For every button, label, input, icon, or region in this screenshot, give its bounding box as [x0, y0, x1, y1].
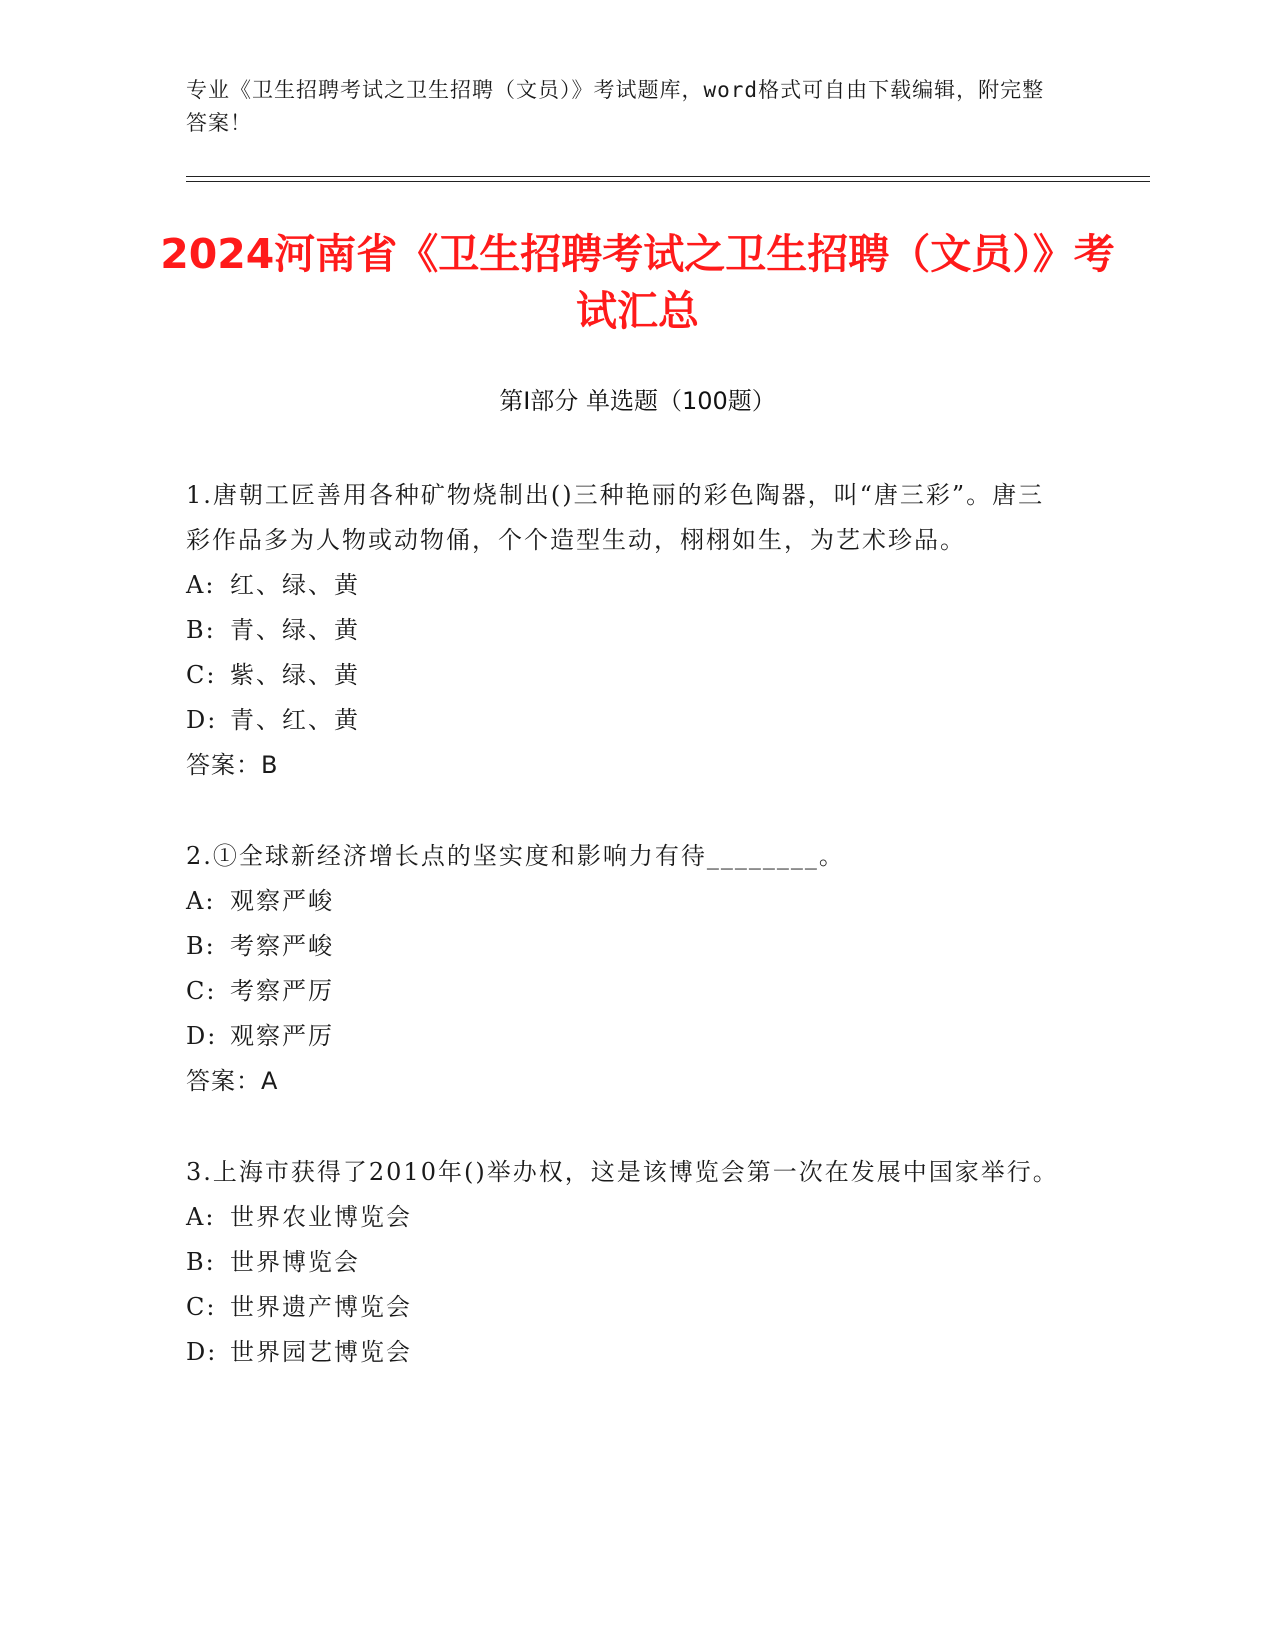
option-text: 世界遗产博览会: [230, 1293, 412, 1321]
option-b: [186, 924, 1066, 969]
header-divider-bottom: [186, 181, 1150, 182]
section-title: 第I部分 单选题（100题）: [499, 387, 776, 415]
option-b: [186, 1240, 1066, 1285]
question-stem: 3.上海市获得了2010年()举办权，这是该博览会第一次在发展中国家举行。: [186, 1158, 1059, 1186]
option-text: 观察严峻: [230, 887, 334, 915]
option-a: [186, 879, 1066, 924]
option-letter: C:: [186, 661, 217, 689]
option-text: 考察严峻: [230, 932, 334, 960]
question-stem: 1.唐朝工匠善用各种矿物烧制出()三种艳丽的彩色陶器，叫“唐三彩”。唐三彩作品多为人物或动物俑，个个造型生动，栩栩如生，为艺术珍品。: [186, 481, 1045, 554]
option-a: [186, 1195, 1066, 1240]
question-2: [186, 834, 1066, 1104]
option-b: [186, 608, 1066, 653]
option-c: [186, 1285, 1066, 1330]
option-d: [186, 698, 1066, 743]
option-d: [186, 1014, 1066, 1059]
document-title: 2024河南省《卫生招聘考试之卫生招聘（文员）》考试汇总: [160, 230, 1115, 335]
question-3: [186, 1150, 1066, 1375]
option-letter: A:: [186, 571, 216, 599]
option-letter: D:: [186, 706, 218, 734]
option-text: 紫、绿、黄: [230, 661, 360, 689]
option-text: 青、红、黄: [230, 706, 360, 734]
header-divider-top: [186, 176, 1150, 177]
option-c: [186, 969, 1066, 1014]
answer-line: 答案：A: [186, 1067, 279, 1095]
option-d: [186, 1330, 1066, 1375]
header-note: 专业《卫生招聘考试之卫生招聘（文员）》考试题库，word格式可自由下载编辑，附完整答案！: [186, 78, 1045, 135]
option-text: 观察严厉: [230, 1022, 334, 1050]
option-text: 考察严厉: [230, 977, 334, 1005]
option-letter: C:: [186, 977, 217, 1005]
answer-line: 答案：B: [186, 751, 279, 779]
option-letter: B:: [186, 1248, 216, 1276]
option-text: 世界博览会: [230, 1248, 360, 1276]
option-letter: C:: [186, 1293, 217, 1321]
question-1: [186, 473, 1066, 788]
option-c: [186, 653, 1066, 698]
option-text: 世界农业博览会: [230, 1203, 412, 1231]
question-stem: 2.①全球新经济增长点的坚实度和影响力有待________。: [186, 842, 845, 870]
option-letter: D:: [186, 1338, 218, 1366]
option-text: 青、绿、黄: [230, 616, 360, 644]
option-text: 世界园艺博览会: [230, 1338, 412, 1366]
option-letter: B:: [186, 616, 216, 644]
option-letter: A:: [186, 887, 216, 915]
option-a: [186, 563, 1066, 608]
option-text: 红、绿、黄: [230, 571, 360, 599]
question-list: [186, 473, 1066, 1421]
option-letter: B:: [186, 932, 216, 960]
option-letter: A:: [186, 1203, 216, 1231]
option-letter: D:: [186, 1022, 218, 1050]
